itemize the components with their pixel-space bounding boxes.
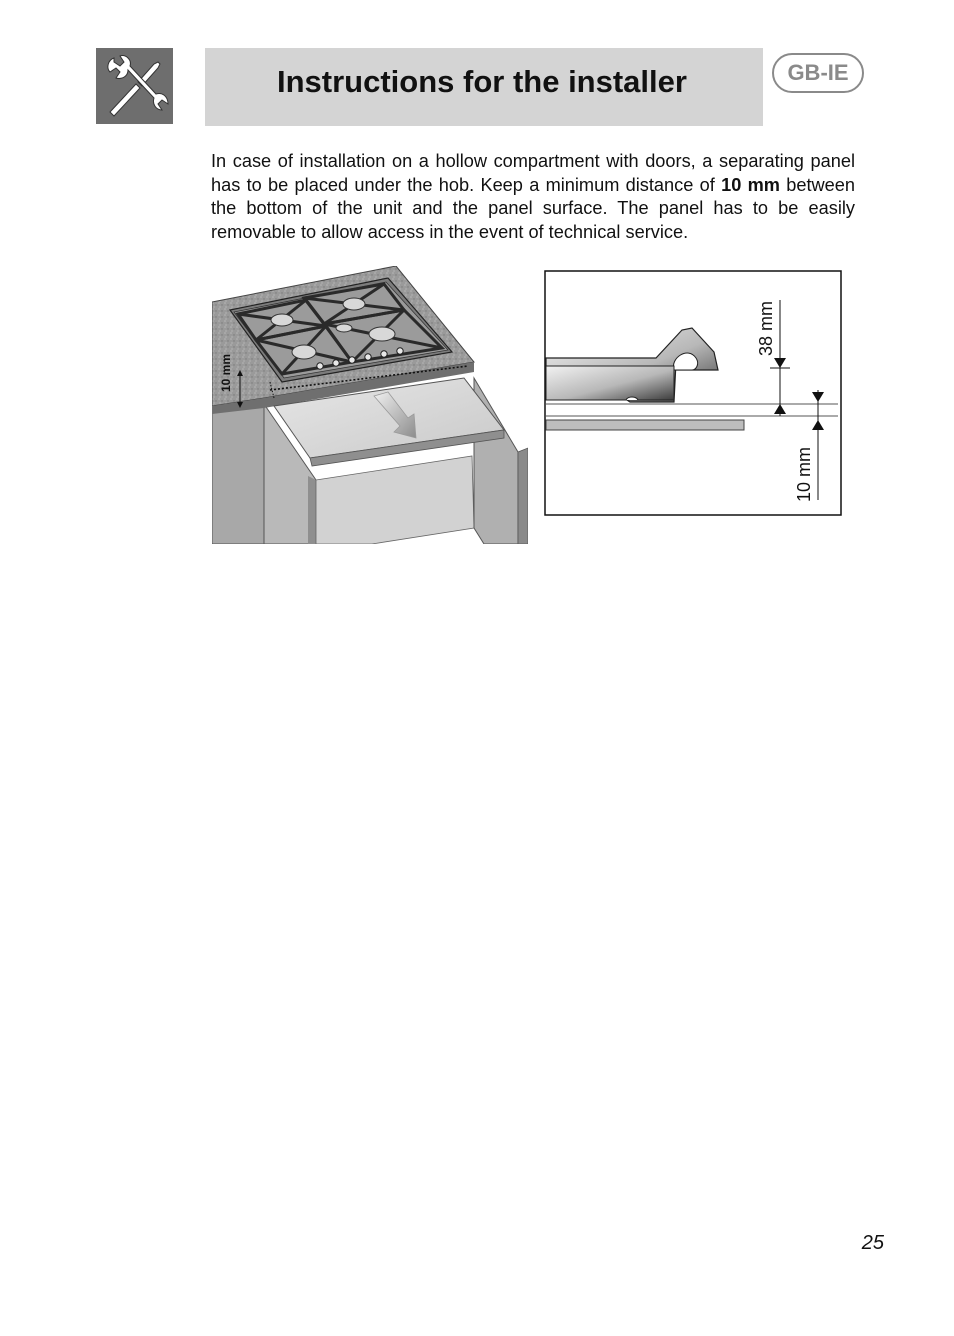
intro-text-part2: between the bottom of the unit and the panel surface. The panel has to be easily removable to allow access in the event of technical service. bbox=[211, 174, 855, 242]
tools-icon-box bbox=[96, 48, 173, 124]
intro-text-part1: In case of installation on a hollow compartment with doors, a separating panel has to be placed under the hob. Keep a minimum distance of bbox=[211, 151, 855, 195]
language-badge: GB-IE bbox=[772, 53, 864, 93]
page-title: Instructions for the installer bbox=[277, 64, 687, 99]
header-bar bbox=[205, 48, 763, 126]
left-dimension-label: 10 mm bbox=[219, 353, 233, 392]
cross-section-diagram bbox=[544, 270, 842, 516]
instruction-paragraph bbox=[211, 150, 855, 244]
intro-text-bold: 10 mm bbox=[721, 174, 780, 195]
hob-installation-illustration bbox=[212, 266, 528, 544]
wrench-screwdriver-icon bbox=[96, 48, 173, 124]
top-dimension-label: 38 mm bbox=[756, 300, 776, 356]
page-number: 25 bbox=[861, 1232, 884, 1254]
bottom-dimension-label: 10 mm bbox=[794, 446, 814, 502]
